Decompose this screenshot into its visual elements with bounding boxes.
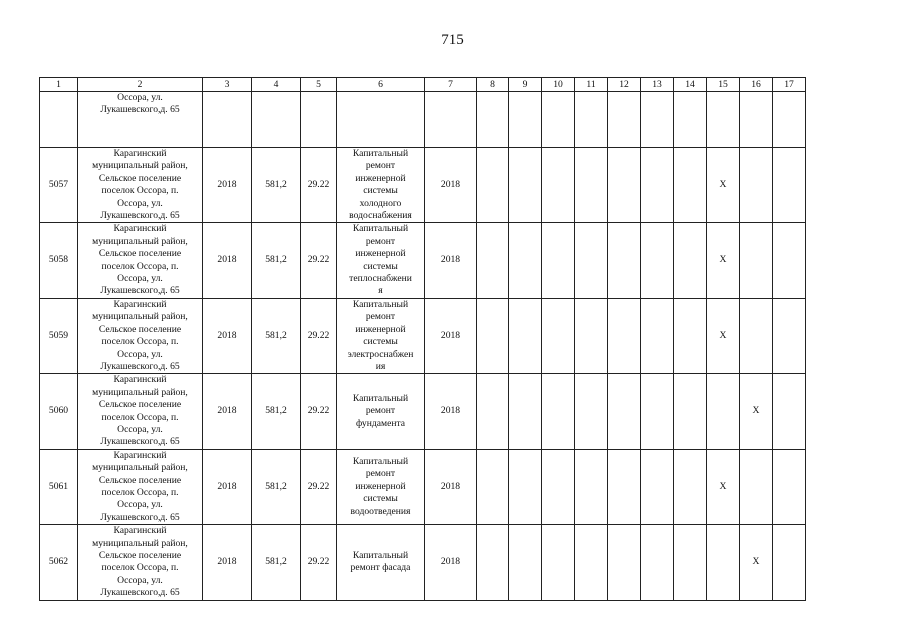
address-line: Карагинский [113,148,167,159]
address-line: муниципальный район, [92,462,188,474]
empty-cell [773,92,806,148]
work-type-cell [337,525,425,600]
work-type-line: инженерной [355,248,406,260]
table-row [40,449,806,524]
work-type-line: системы [363,260,398,272]
address-line: поселок Оссора, п. [101,336,179,348]
empty-cell [477,92,509,148]
mark-cell-col-14 [674,148,707,223]
address-line: Оссора, ул. [117,92,163,103]
address-line: Лукашевского,д. 65 [100,360,180,372]
work-type-cell [337,374,425,449]
mark-cell-col-14 [674,449,707,524]
mark-cell-col-16: X [740,525,773,600]
address-line: Лукашевского,д. 65 [100,436,180,448]
mark-cell-col-15: X [707,148,740,223]
empty-cell [740,92,773,148]
work-type-line: ия [375,360,386,372]
address-cell [78,148,203,223]
mark-cell-col-16: X [740,374,773,449]
year-built-cell: 2018 [203,298,252,373]
table-row [40,525,806,600]
column-number-9: 9 [509,78,542,92]
empty-cell [252,92,301,148]
address-line: Карагинский [113,449,167,461]
address-line: Карагинский [113,223,167,235]
mark-cell-col-11 [575,298,608,373]
work-type-line: ремонт фасада [350,562,411,574]
address-line: Лукашевского,д. 65 [100,587,180,599]
mark-cell-col-15: X [707,223,740,298]
column-number-6: 6 [337,78,425,92]
mark-cell-col-8 [477,148,509,223]
work-type-line: теплоснабжени [349,273,412,285]
year-cell: 2018 [425,449,477,524]
mark-cell-col-14 [674,525,707,600]
year-built-cell: 2018 [203,525,252,600]
mark-cell-col-17 [773,298,806,373]
column-number-16: 16 [740,78,773,92]
mark-cell-col-15 [707,374,740,449]
empty-cell [641,92,674,148]
address-cell [78,525,203,600]
row-id-cell: 5061 [40,449,78,524]
mark-cell-col-11 [575,223,608,298]
work-type-line: системы [363,185,398,197]
mark-cell-col-15 [707,525,740,600]
mark-cell-col-17 [773,223,806,298]
cost-cell: 29.22 [301,298,337,373]
column-number-3: 3 [203,78,252,92]
mark-cell-col-14 [674,298,707,373]
mark-cell-col-12 [608,449,641,524]
empty-cell [203,92,252,148]
work-type-line: фундамента [355,417,406,429]
continuation-address-cell [78,92,203,148]
mark-cell-col-13 [641,449,674,524]
column-number-17: 17 [773,78,806,92]
work-type-line: ремонт [365,160,396,172]
row-id-cell: 5062 [40,525,78,600]
year-cell: 2018 [425,374,477,449]
column-number-5: 5 [301,78,337,92]
mark-cell-col-15: X [707,298,740,373]
area-cell: 581,2 [252,525,301,600]
address-cell [78,449,203,524]
work-type-line: инженерной [355,480,406,492]
row-id-cell: 5060 [40,374,78,449]
cost-cell: 29.22 [301,449,337,524]
address-line: Оссора, ул. [117,197,163,209]
row-id-cell: 5059 [40,298,78,373]
address-line: поселок Оссора, п. [101,562,179,574]
mark-cell-col-8 [477,298,509,373]
table-row [40,148,806,223]
address-line: муниципальный район, [92,160,188,172]
address-line: Оссора, ул. [117,273,163,285]
address-line: Лукашевского,д. 65 [100,511,180,523]
mark-cell-col-14 [674,374,707,449]
empty-cell [509,92,542,148]
mark-cell-col-17 [773,525,806,600]
address-line: Сельское поселение [98,474,182,486]
table-row [40,298,806,373]
address-line: поселок Оссора, п. [101,260,179,272]
empty-cell [575,92,608,148]
mark-cell-col-9 [509,374,542,449]
address-line: Оссора, ул. [117,574,163,586]
empty-cell [40,92,78,148]
work-type-line: ремонт [365,468,396,480]
mark-cell-col-9 [509,525,542,600]
column-number-4: 4 [252,78,301,92]
mark-cell-col-10 [542,223,575,298]
address-line: Лукашевского,д. 65 [100,285,180,297]
mark-cell-col-9 [509,148,542,223]
year-cell: 2018 [425,298,477,373]
mark-cell-col-11 [575,148,608,223]
mark-cell-col-10 [542,374,575,449]
empty-cell [674,92,707,148]
address-line: Сельское поселение [98,399,182,411]
address-line: Сельское поселение [98,550,182,561]
mark-cell-col-16 [740,223,773,298]
cost-cell: 29.22 [301,148,337,223]
column-number-8: 8 [477,78,509,92]
mark-cell-col-16 [740,298,773,373]
address-line: поселок Оссора, п. [101,185,179,197]
mark-cell-col-10 [542,449,575,524]
year-built-cell: 2018 [203,449,252,524]
work-type-line: ремонт [365,235,396,247]
column-number-1: 1 [40,78,78,92]
column-number-7: 7 [425,78,477,92]
row-id-cell: 5057 [40,148,78,223]
address-line: муниципальный район, [92,235,188,247]
year-built-cell: 2018 [203,374,252,449]
work-type-line: я [378,285,383,297]
mark-cell-col-9 [509,223,542,298]
address-line: Оссора, ул. [117,499,163,511]
work-type-cell [337,449,425,524]
address-line: Карагинский [113,374,167,386]
empty-cell [337,92,425,148]
mark-cell-col-12 [608,298,641,373]
mark-cell-col-16 [740,449,773,524]
work-type-line: ремонт [365,405,396,417]
work-type-line: водоснабжения [349,210,412,222]
mark-cell-col-11 [575,449,608,524]
column-number-10: 10 [542,78,575,92]
address-line: поселок Оссора, п. [101,486,179,498]
row-id-cell: 5058 [40,223,78,298]
work-type-line: водоотведения [350,505,411,517]
mark-cell-col-8 [477,449,509,524]
mark-cell-col-10 [542,148,575,223]
address-line: муниципальный район, [92,537,188,549]
year-built-cell: 2018 [203,223,252,298]
address-line: Лукашевского,д. 65 [100,104,180,116]
address-line: Сельское поселение [98,248,182,260]
work-type-line: системы [363,336,398,348]
work-type-line: Капитальный [352,148,409,159]
column-number-14: 14 [674,78,707,92]
work-type-line: инженерной [355,172,406,184]
address-line: Сельское поселение [98,323,182,335]
table-row [40,374,806,449]
area-cell: 581,2 [252,298,301,373]
mark-cell-col-9 [509,298,542,373]
mark-cell-col-9 [509,449,542,524]
address-line: Оссора, ул. [117,423,163,435]
mark-cell-col-8 [477,223,509,298]
work-type-line: Капитальный [352,223,409,235]
mark-cell-col-12 [608,374,641,449]
area-cell: 581,2 [252,148,301,223]
column-number-13: 13 [641,78,674,92]
work-type-line: Капитальный [352,298,409,310]
table-body [40,78,806,601]
empty-cell [425,92,477,148]
mark-cell-col-17 [773,148,806,223]
year-cell: 2018 [425,525,477,600]
mark-cell-col-14 [674,223,707,298]
work-type-cell [337,298,425,373]
mark-cell-col-11 [575,525,608,600]
year-cell: 2018 [425,148,477,223]
address-cell [78,298,203,373]
page-number: 715 [441,32,464,48]
mark-cell-col-13 [641,148,674,223]
capital-repair-table [39,77,806,601]
mark-cell-col-16 [740,148,773,223]
work-type-cell [337,148,425,223]
mark-cell-col-13 [641,298,674,373]
work-type-cell [337,223,425,298]
address-line: Карагинский [113,525,167,537]
address-line: муниципальный район, [92,386,188,398]
table-row [40,223,806,298]
mark-cell-col-12 [608,525,641,600]
column-number-12: 12 [608,78,641,92]
address-cell [78,374,203,449]
mark-cell-col-17 [773,449,806,524]
mark-cell-col-13 [641,223,674,298]
column-number-11: 11 [575,78,608,92]
empty-cell [608,92,641,148]
mark-cell-col-13 [641,374,674,449]
empty-cell [542,92,575,148]
year-cell: 2018 [425,223,477,298]
empty-cell [301,92,337,148]
mark-cell-col-10 [542,298,575,373]
empty-cell [707,92,740,148]
mark-cell-col-12 [608,148,641,223]
mark-cell-col-11 [575,374,608,449]
area-cell: 581,2 [252,449,301,524]
mark-cell-col-13 [641,525,674,600]
address-line: Оссора, ул. [117,348,163,360]
mark-cell-col-15: X [707,449,740,524]
work-type-line: инженерной [355,323,406,335]
year-built-cell: 2018 [203,148,252,223]
work-type-line: холодного [359,197,402,209]
address-cell [78,223,203,298]
continuation-row [40,92,806,148]
address-line: муниципальный район, [92,311,188,323]
column-number-row [40,78,806,92]
mark-cell-col-17 [773,374,806,449]
address-line: поселок Оссора, п. [101,411,179,423]
cost-cell: 29.22 [301,374,337,449]
cost-cell: 29.22 [301,525,337,600]
area-cell: 581,2 [252,374,301,449]
mark-cell-col-8 [477,525,509,600]
work-type-line: Капитальный [352,550,409,561]
mark-cell-col-12 [608,223,641,298]
work-type-line: Капитальный [352,392,409,404]
work-type-line: электроснабжен [347,348,414,360]
mark-cell-col-8 [477,374,509,449]
area-cell: 581,2 [252,223,301,298]
cost-cell: 29.22 [301,223,337,298]
address-line: Карагинский [113,298,167,310]
address-line: Сельское поселение [98,172,182,184]
column-number-15: 15 [707,78,740,92]
address-line: Лукашевского,д. 65 [100,210,180,222]
mark-cell-col-10 [542,525,575,600]
column-number-2: 2 [78,78,203,92]
work-type-line: ремонт [365,311,396,323]
work-type-line: Капитальный [352,455,409,467]
work-type-line: системы [363,493,398,505]
